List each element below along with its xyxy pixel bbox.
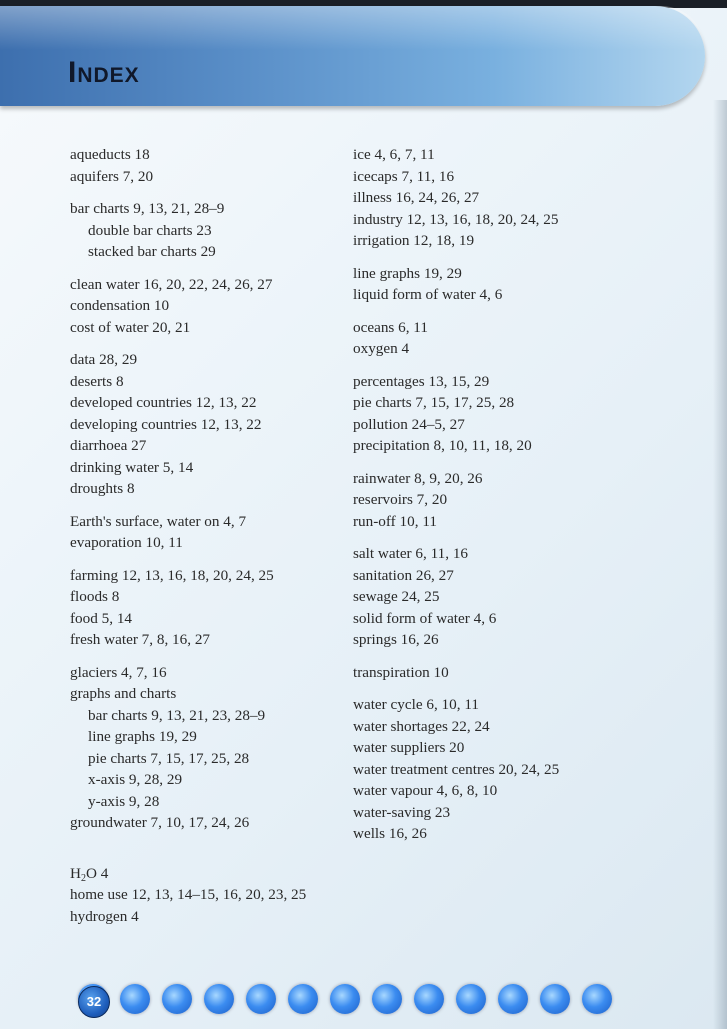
index-entry: liquid form of water 4, 6 [353, 286, 503, 303]
decorative-dot [162, 984, 192, 1014]
index-entry: clean water 16, 20, 22, 24, 26, 27 [70, 275, 273, 293]
index-entry: drinking water 5, 14 [70, 458, 194, 476]
index-entry: rainwater 8, 9, 20, 26 [353, 469, 483, 487]
decorative-dot [582, 984, 612, 1014]
index-entry: glaciers 4, 7, 16 [70, 663, 167, 681]
index-entry: evaporation 10, 11 [70, 534, 183, 551]
index-group [353, 543, 703, 651]
index-subentry: x-axis 9, 28, 29 [88, 771, 183, 788]
index-group [70, 565, 340, 651]
index-group [70, 274, 340, 339]
index-entry: oceans 6, 11 [353, 318, 428, 336]
index-group [70, 198, 340, 263]
decorative-dot [414, 984, 444, 1014]
index-column-right [353, 144, 703, 856]
header-banner-gloss [0, 6, 705, 50]
index-entry: illness 16, 24, 26, 27 [353, 189, 480, 206]
decorative-dot-row [78, 984, 612, 1018]
index-group [353, 694, 703, 845]
index-entry: sewage 24, 25 [353, 588, 440, 605]
index-entry: water vapour 4, 6, 8, 10 [353, 782, 498, 799]
index-entry: groundwater 7, 10, 17, 24, 26 [70, 814, 250, 831]
page-title: Index [68, 56, 140, 89]
index-entry: industry 12, 13, 16, 18, 20, 24, 25 [353, 210, 559, 228]
index-entry: oxygen 4 [353, 340, 410, 357]
decorative-dot [120, 984, 150, 1014]
index-entry: run-off 10, 11 [353, 512, 437, 530]
index-entry: developed countries 12, 13, 22 [70, 394, 257, 411]
index-entry: irrigation 12, 18, 19 [353, 232, 475, 249]
index-entry: cost of water 20, 21 [70, 318, 191, 336]
index-group [353, 144, 703, 252]
index-entry: transpiration 10 [353, 663, 449, 681]
index-entry: salt water 6, 11, 16 [353, 545, 469, 562]
decorative-dot [204, 984, 234, 1014]
decorative-dot [246, 984, 276, 1014]
index-entry: water-saving 23 [353, 803, 451, 821]
index-entry: aqueducts 18 [70, 146, 150, 163]
index-entry: home use 12, 13, 14–15, 16, 20, 23, 25 [70, 886, 307, 903]
index-entry: water treatment centres 20, 24, 25 [353, 760, 560, 778]
index-subentry: pie charts 7, 15, 17, 25, 28 [88, 749, 250, 767]
index-subentry: y-axis 9, 28 [88, 792, 160, 810]
index-group [353, 371, 703, 457]
index-entry: percentages 13, 15, 29 [353, 372, 490, 390]
index-entry: pollution 24–5, 27 [353, 415, 465, 433]
index-group [353, 662, 703, 684]
decorative-dot [288, 984, 318, 1014]
index-subentry: stacked bar charts 29 [88, 243, 216, 260]
index-group [353, 263, 703, 306]
index-group [353, 468, 703, 533]
index-entry: reservoirs 7, 20 [353, 491, 448, 508]
index-entry: Earth's surface, water on 4, 7 [70, 512, 247, 530]
decorative-dot [330, 984, 360, 1014]
index-entry: food 5, 14 [70, 609, 133, 627]
index-entry: developing countries 12, 13, 22 [70, 415, 262, 433]
index-entry: solid form of water 4, 6 [353, 609, 497, 627]
index-entry: springs 16, 26 [353, 631, 439, 648]
index-group [70, 511, 340, 554]
index-subentry: bar charts 9, 13, 21, 23, 28–9 [88, 706, 266, 724]
index-group [70, 662, 340, 834]
decorative-dot [456, 984, 486, 1014]
index-entry: deserts 8 [70, 372, 124, 390]
index-entry: condensation 10 [70, 297, 170, 314]
index-entry: pie charts 7, 15, 17, 25, 28 [353, 394, 515, 411]
index-subentry: line graphs 19, 29 [88, 728, 197, 745]
index-column-left [70, 144, 340, 938]
index-group [70, 144, 340, 187]
index-entry: water suppliers 20 [353, 739, 465, 756]
index-entry: aquifers 7, 20 [70, 167, 154, 185]
index-entry: precipitation 8, 10, 11, 18, 20 [353, 437, 532, 454]
index-entry: ice 4, 6, 7, 11 [353, 146, 435, 163]
index-entry: farming 12, 13, 16, 18, 20, 24, 25 [70, 566, 274, 584]
index-entry: bar charts 9, 13, 21, 28–9 [70, 200, 225, 217]
index-entry: data 28, 29 [70, 351, 138, 368]
decorative-dot [498, 984, 528, 1014]
page-number-badge: 32 [78, 986, 110, 1018]
index-entry: wells 16, 26 [353, 825, 427, 842]
h2o-h: H [70, 864, 81, 882]
index-entry: icecaps 7, 11, 16 [353, 167, 455, 185]
index-entry: water shortages 22, 24 [353, 717, 490, 735]
index-entry-h2o [70, 863, 340, 885]
index-subentry: double bar charts 23 [88, 221, 212, 239]
index-entry: fresh water 7, 8, 16, 27 [70, 631, 211, 648]
index-entry: droughts 8 [70, 480, 135, 497]
decorative-dot [372, 984, 402, 1014]
page-edge-shadow [713, 100, 727, 1029]
index-group [353, 317, 703, 360]
index-group [70, 349, 340, 500]
index-entry: water cycle 6, 10, 11 [353, 696, 479, 713]
index-entry: line graphs 19, 29 [353, 264, 462, 282]
index-entry: diarrhoea 27 [70, 437, 147, 454]
decorative-dot [540, 984, 570, 1014]
h2o-rest: O 4 [85, 864, 109, 882]
h2o-subscript: 2 [80, 872, 86, 884]
index-entry: sanitation 26, 27 [353, 566, 454, 584]
index-entry: graphs and charts [70, 685, 177, 702]
index-entry: floods 8 [70, 588, 120, 605]
index-entry: hydrogen 4 [70, 907, 139, 925]
index-group [70, 863, 340, 928]
